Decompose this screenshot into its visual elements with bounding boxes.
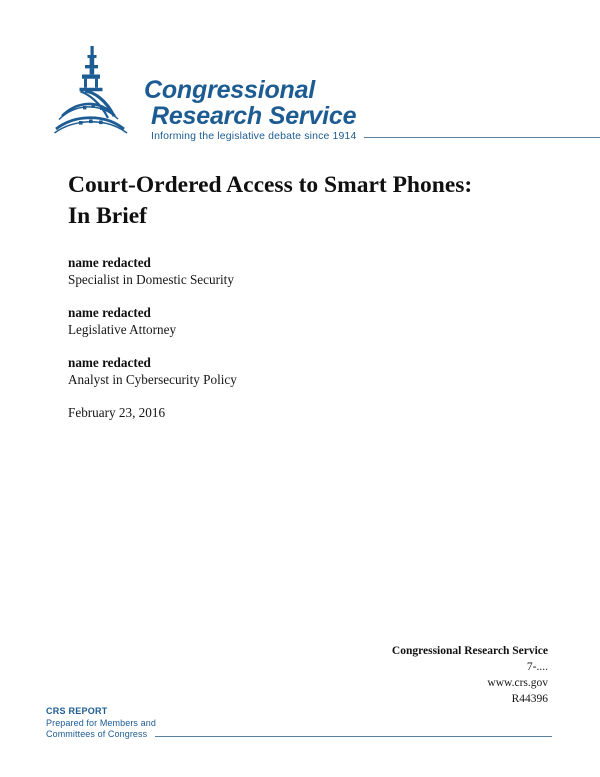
author-entry — [68, 354, 468, 389]
crs-report-subtitle-line-1: Prepared for Members and — [46, 717, 156, 728]
author-entry — [68, 254, 468, 289]
author-name: name redacted — [68, 255, 151, 270]
crs-report-footer — [46, 706, 552, 741]
author-name: name redacted — [68, 355, 151, 370]
crs-tagline: Informing the legislative debate since 1914 — [151, 130, 357, 142]
footer-contact-block — [288, 643, 548, 707]
crs-header-logo — [52, 44, 552, 140]
footer-website[interactable]: www.crs.gov — [487, 677, 548, 689]
page-title-line-2: In Brief — [68, 203, 147, 229]
tagline-row — [151, 130, 600, 142]
author-entry — [68, 304, 468, 339]
crs-wordmark — [144, 78, 544, 129]
wordmark-line-1: Congressional — [144, 76, 316, 104]
crs-report-label: CRS REPORT — [46, 706, 108, 716]
author-role: Specialist in Domestic Security — [68, 272, 234, 287]
crs-report-subtitle-row — [46, 729, 552, 741]
footer-divider-rule — [155, 736, 552, 737]
footer-organization: Congressional Research Service — [391, 645, 548, 657]
author-list — [68, 254, 468, 422]
page-title-line-1: Court-Ordered Access to Smart Phones: — [68, 172, 473, 198]
author-role: Legislative Attorney — [68, 322, 177, 337]
author-name: name redacted — [68, 305, 151, 320]
page-title — [68, 170, 518, 232]
author-role: Analyst in Cybersecurity Policy — [68, 372, 237, 387]
publication-date: February 23, 2016 — [68, 405, 166, 420]
footer-report-number: R44396 — [511, 693, 548, 705]
footer-phone: 7-.... — [526, 661, 548, 673]
crs-report-subtitle-line-2: Committees of Congress — [46, 729, 148, 739]
wordmark-line-2: Research Service — [151, 101, 357, 130]
header-divider-rule — [364, 137, 600, 138]
capitol-dome-icon — [52, 44, 148, 136]
